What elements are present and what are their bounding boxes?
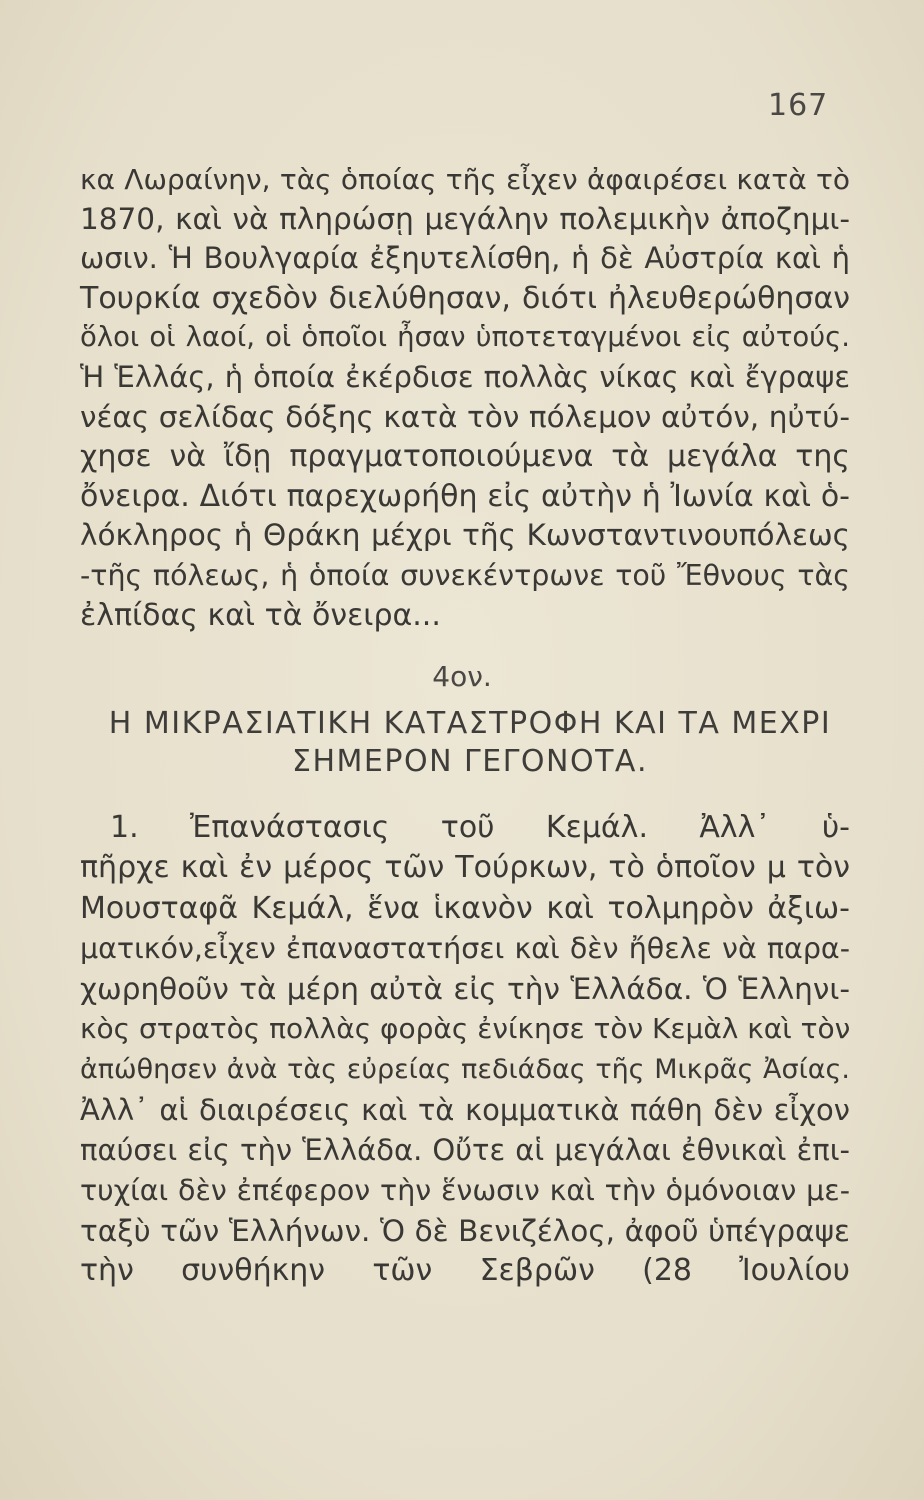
text-line: τὴν συνθήκην τῶν Σεβρῶν (28 Ἰουλίου: [80, 1253, 850, 1289]
text-line: χωρηθοῦν τὰ μέρη αὐτὰ εἰς τὴν Ἑλλάδα. Ὁ Ἑλληνι-: [80, 972, 850, 1007]
text-line: 1. Ἐπανάστασις τοῦ Κεμάλ. Ἀλλ᾿ ὑ-: [110, 810, 850, 845]
section-title-line: ΣΗΜΕΡΟΝ ΓΕΓΟΝΟΤΑ.: [292, 744, 648, 779]
text-line: Ἀλλ᾿ αἱ διαιρέσεις καὶ τὰ κομματικὰ πάθη δὲν εἶχον: [80, 1093, 850, 1128]
text-line: κα Λωραίνην, τὰς ὁποίας τῆς εἶχεν ἀφαιρέσει κατὰ τὸ: [80, 163, 850, 196]
text-line: -τῆς πόλεως, ἡ ὁποία συνεκέντρωνε τοῦ Ἔθνους τὰς: [80, 558, 850, 592]
text-line: τυχίαι δὲν ἐπέφερον τὴν ἕνωσιν καὶ τὴν ὁμόνοιαν με-: [80, 1173, 850, 1207]
text-line: ἀπώθησεν ἀνὰ τὰς εὐρείας πεδιάδας τῆς Μικρᾶς Ἀσίας.: [80, 1053, 850, 1085]
text-line: ωσιν. Ἡ Βουλγαρία ἐξηυτελίσθη, ἡ δὲ Αὐστρία καὶ ἡ: [80, 241, 850, 276]
text-line: κὸς στρατὸς πολλὰς φορὰς ἐνίκησε τὸν Κεμὰλ καὶ τὸν: [80, 1012, 851, 1046]
text-line: ματικόν,εἶχεν ἐπαναστατήσει καὶ δὲν ἤθελε νὰ παρα-: [80, 931, 850, 965]
text-line: ταξὺ τῶν Ἑλλήνων. Ὁ δὲ Βενιζέλος, ἀφοῦ ὑπέγραψε: [80, 1213, 850, 1248]
text-line: Ἡ Ἑλλάς, ἡ ὁποία ἐκέρδισε πολλὰς νίκας καὶ ἔγραψε: [80, 359, 850, 394]
text-line: Μουσταφᾶ Κεμάλ, ἕνα ἱκανὸν καὶ τολμηρὸν ἀξιω-: [80, 890, 850, 926]
section-title: [80, 705, 860, 781]
section-title-line: Η ΜΙΚΡΑΣΙΑΤΙΚΗ ΚΑΤΑΣΤΡΟΦΗ ΚΑΙ ΤΑ ΜΕΧΡΙ: [108, 706, 832, 741]
paragraph-2: [80, 808, 850, 1292]
text-line: λόκληρος ἡ Θράκη μέχρι τῆς Κωνσταντινουπόλεως: [80, 518, 850, 553]
text-line: Τουρκία σχεδὸν διελύθησαν, διότι ἠλευθερώθησαν: [80, 280, 850, 316]
paragraph-1: [80, 160, 850, 635]
page-number: 167: [768, 88, 829, 123]
text-line: χησε νὰ ἴδῃ πραγματοποιούμενα τὰ μεγάλα της: [80, 439, 850, 475]
text-line: νέας σελίδας δόξης κατὰ τὸν πόλεμον αὐτόν, ηὐτύ-: [80, 399, 850, 434]
text-line: παύσει εἰς τὴν Ἑλλάδα. Οὔτε αἱ μεγάλαι ἐθνικαὶ ἐπι-: [80, 1133, 850, 1168]
text-line: ἐλπίδας καὶ τὰ ὄνειρα...: [80, 597, 441, 633]
text-line: ὅλοι οἱ λαοί, οἱ ὁποῖοι ἦσαν ὑποτεταγμένοι εἰς αὐτούς.: [80, 321, 850, 354]
text-line: πῆρχε καὶ ἐν μέρος τῶν Τούρκων, τὸ ὁποῖον μ τὸν: [80, 850, 850, 886]
text-line: 1870, καὶ νὰ πληρώσῃ μεγάλην πολεμικὴν ἀποζημι-: [80, 201, 850, 236]
text-line: ὄνειρα. Διότι παρεχωρήθη εἰς αὐτὴν ἡ Ἰωνία καὶ ὁ-: [80, 478, 850, 514]
section-number: 4ον.: [432, 660, 492, 693]
